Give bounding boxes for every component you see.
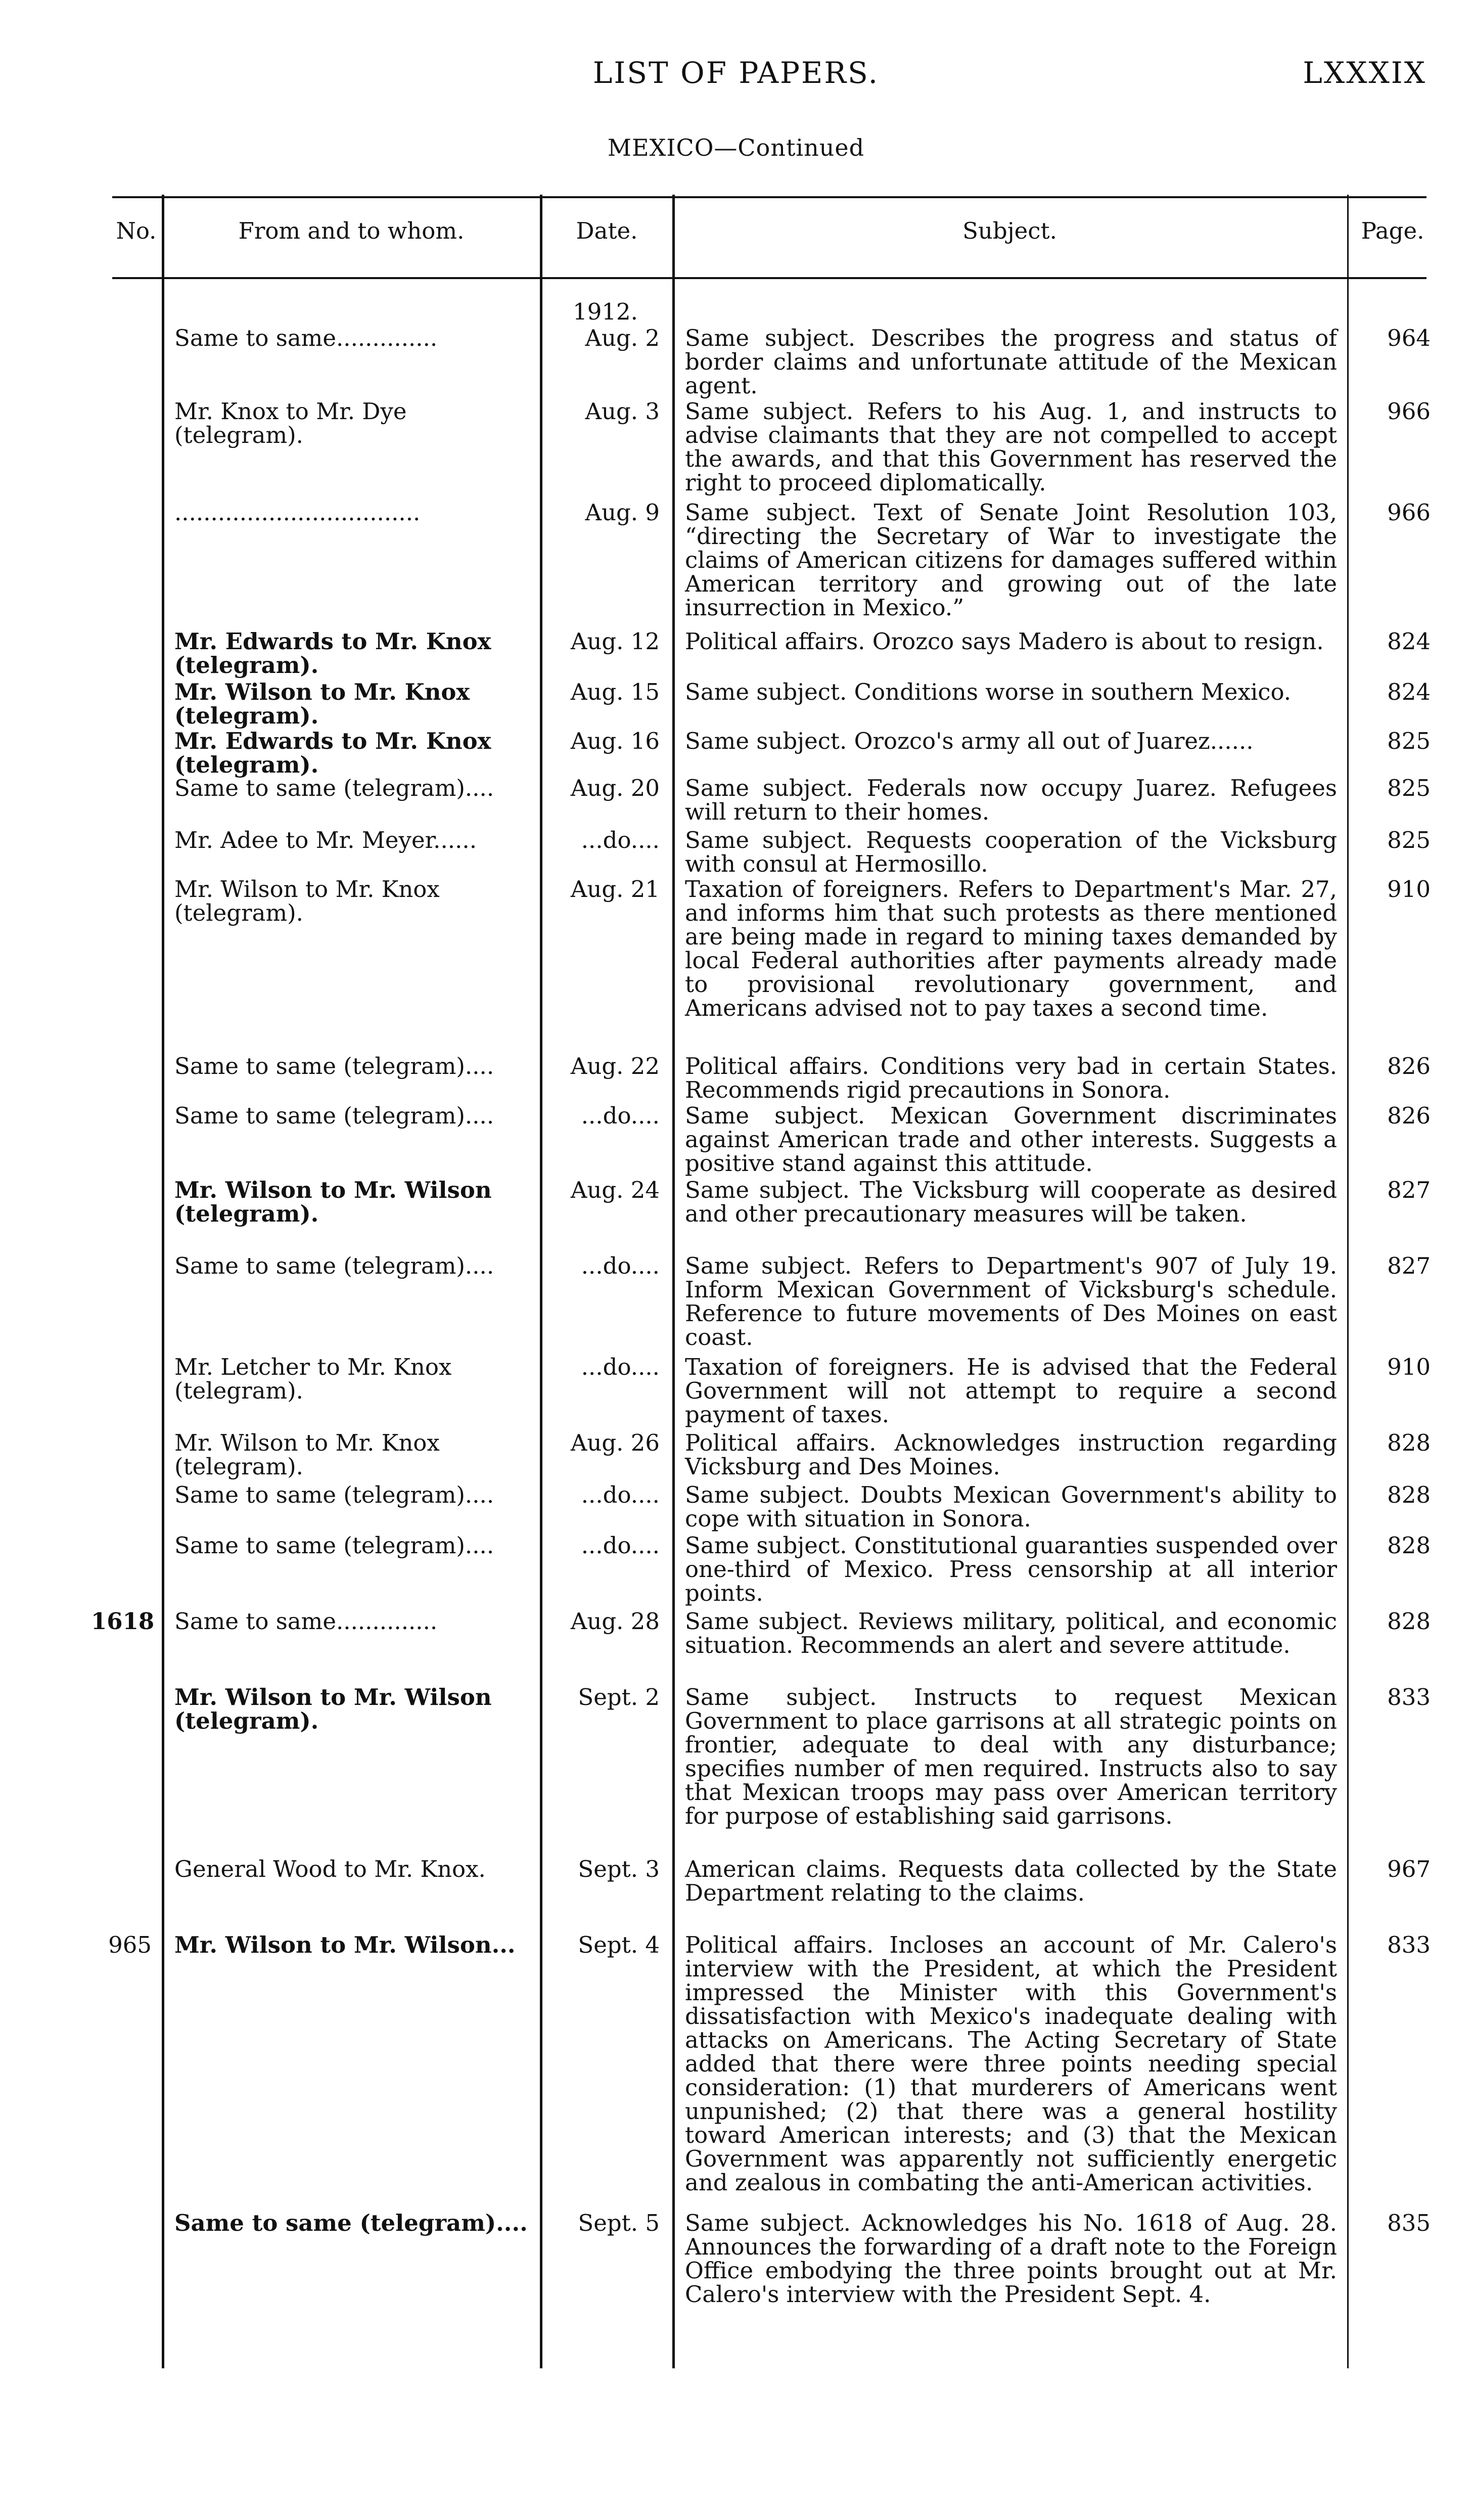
- row-from: ..................................: [174, 499, 421, 526]
- row-date: Aug. 20: [570, 775, 660, 801]
- row-subject: Same subject. Conditions worse in southern Mexico.: [685, 679, 1292, 705]
- row-date: ...do....: [581, 1252, 660, 1279]
- row-date: ...do....: [581, 1532, 660, 1559]
- row-page: 967: [1387, 1856, 1431, 1882]
- row-subject: Same subject. Text of Senate Joint Resolution 103, “directing the Secretary of War to investigate the claims of American citizens for damages suffered within American territory and growing out of the late insurrection in Mexico.”: [685, 499, 1337, 621]
- row-date: Aug. 22: [570, 1053, 660, 1079]
- section-heading: MEXICO—Continued: [607, 134, 865, 161]
- row-from: Same to same (telegram)....: [174, 1481, 494, 1508]
- row-page: 828: [1387, 1532, 1431, 1559]
- row-page: 824: [1387, 679, 1431, 705]
- row-date: ...do....: [581, 1481, 660, 1508]
- col-subject: Subject.: [962, 217, 1057, 244]
- row-page: 964: [1387, 325, 1431, 351]
- year-label: 1912.: [573, 298, 638, 325]
- col-no: No.: [116, 217, 157, 244]
- row-subject: Same subject. Doubts Mexican Government's ability to cope with situation in Sonora.: [685, 1481, 1337, 1532]
- row-from: Same to same (telegram)....: [174, 2210, 528, 2236]
- row-page: 966: [1387, 398, 1431, 425]
- row-number: 1618: [91, 1608, 155, 1635]
- row-page: 833: [1387, 1684, 1431, 1711]
- row-date: Aug. 26: [570, 1429, 660, 1456]
- row-page: 827: [1387, 1177, 1431, 1203]
- row-subject: Same subject. Constitutional guaranties suspended over one-third of Mexico. Press censorship at all interior points.: [685, 1532, 1337, 1606]
- row-from: Mr. Wilson to Mr. Knox (telegram).: [174, 679, 470, 729]
- row-page: 835: [1387, 2210, 1431, 2236]
- row-date: Aug. 28: [570, 1608, 660, 1635]
- header-bottom-rule: [112, 277, 1427, 279]
- row-from: Same to same (telegram)....: [174, 1053, 494, 1079]
- row-subject: Political affairs. Acknowledges instruction regarding Vicksburg and Des Moines.: [685, 1429, 1337, 1480]
- row-subject: Same subject. Mexican Government discriminates against American trade and other interests. Suggests a positive stand against this attitude.: [685, 1102, 1337, 1177]
- row-date: Sept. 2: [578, 1684, 660, 1711]
- page-title: LIST OF PAPERS.: [592, 56, 880, 90]
- row-date: Sept. 4: [578, 1931, 660, 1958]
- row-from: Same to same (telegram)....: [174, 1252, 494, 1279]
- col-date: Date.: [576, 217, 638, 244]
- row-from: Mr. Adee to Mr. Meyer......: [174, 827, 477, 853]
- row-page: 824: [1387, 628, 1431, 655]
- row-date: Aug. 2: [585, 325, 660, 351]
- row-page: 833: [1387, 1931, 1431, 1958]
- row-date: Aug. 16: [570, 728, 660, 754]
- row-from: Same to same (telegram)....: [174, 1532, 494, 1559]
- row-date: ...do....: [581, 1102, 660, 1129]
- row-page: 825: [1387, 728, 1431, 754]
- column-rule-1: [162, 195, 164, 2368]
- row-subject: Political affairs. Orozco says Madero is about to resign.: [685, 628, 1324, 655]
- row-from: Mr. Wilson to Mr. Knox (telegram).: [174, 1429, 440, 1480]
- row-page: 910: [1387, 1354, 1431, 1380]
- row-from: Mr. Wilson to Mr. Wilson (telegram).: [174, 1177, 492, 1227]
- row-subject: Same subject. Federals now occupy Juarez. Refugees will return to their homes.: [685, 775, 1337, 825]
- column-rule-2: [540, 195, 542, 2368]
- row-subject: Political affairs. Conditions very bad in certain States. Recommends rigid precautions in Sonora.: [685, 1053, 1337, 1103]
- row-page: 825: [1387, 775, 1431, 801]
- row-date: Aug. 15: [570, 679, 660, 705]
- row-subject: Taxation of foreigners. He is advised that the Federal Government will not attempt to require a second payment of taxes.: [685, 1354, 1337, 1428]
- row-page: 825: [1387, 827, 1431, 853]
- row-date: ...do....: [581, 827, 660, 853]
- row-number: 965: [108, 1931, 152, 1958]
- row-page: 826: [1387, 1102, 1431, 1129]
- row-subject: Same subject. Orozco's army all out of Juarez......: [685, 728, 1254, 754]
- row-date: ...do....: [581, 1354, 660, 1380]
- row-subject: Same subject. Requests cooperation of the Vicksburg with consul at Hermosillo.: [685, 827, 1337, 877]
- row-from: Mr. Edwards to Mr. Knox (telegram).: [174, 728, 491, 778]
- row-from: Same to same (telegram)....: [174, 775, 494, 801]
- column-rule-4: [1347, 195, 1349, 2368]
- row-page: 828: [1387, 1481, 1431, 1508]
- row-date: Sept. 3: [578, 1856, 660, 1882]
- row-date: Aug. 12: [570, 628, 660, 655]
- row-date: Aug. 3: [585, 398, 660, 425]
- row-subject: Same subject. Refers to Department's 907 of July 19. Inform Mexican Government of Vicksburg's schedule. Reference to future movements of Des Moines on east coast.: [685, 1252, 1337, 1351]
- page-number: LXXXIX: [1303, 56, 1427, 90]
- row-subject: Same subject. Acknowledges his No. 1618 of Aug. 28. Announces the forwarding of a draft note to the Foreign Office embodying the three points brought out at Mr. Calero's interview with the President Sept. 4.: [685, 2210, 1337, 2308]
- row-subject: Same subject. Instructs to request Mexican Government to place garrisons at all strategic points on frontier, adequate to deal with any disturbance; specifies number of men required. Instructs also to say that Mexican troops may pass over American territory for purpose of establishing said garrisons.: [685, 1684, 1337, 1829]
- row-page: 827: [1387, 1252, 1431, 1279]
- col-page: Page.: [1361, 217, 1424, 244]
- row-subject: American claims. Requests data collected by the State Department relating to the claims.: [685, 1856, 1337, 1906]
- row-from: Mr. Letcher to Mr. Knox (telegram).: [174, 1354, 452, 1404]
- row-from: Mr. Wilson to Mr. Knox (telegram).: [174, 876, 440, 926]
- row-page: 828: [1387, 1429, 1431, 1456]
- row-subject: Same subject. The Vicksburg will cooperate as desired and other precautionary measures will be taken.: [685, 1177, 1337, 1227]
- row-from: Same to same..............: [174, 325, 438, 351]
- row-from: Same to same..............: [174, 1608, 438, 1635]
- row-from: Mr. Wilson to Mr. Wilson (telegram).: [174, 1684, 492, 1734]
- row-from: Mr. Edwards to Mr. Knox (telegram).: [174, 628, 491, 679]
- row-page: 966: [1387, 499, 1431, 526]
- row-from: General Wood to Mr. Knox.: [174, 1856, 486, 1882]
- row-from: Mr. Wilson to Mr. Wilson...: [174, 1931, 516, 1958]
- row-from: Same to same (telegram)....: [174, 1102, 494, 1129]
- column-rule-3: [672, 195, 675, 2368]
- row-page: 826: [1387, 1053, 1431, 1079]
- row-subject: Taxation of foreigners. Refers to Department's Mar. 27, and informs him that such protests as there mentioned are being made in regard to mining taxes demanded by local Federal authorities after payments already made to provisional revolutionary government, and Americans advised not to pay taxes a second time.: [685, 876, 1337, 1021]
- table-top-rule: [112, 196, 1427, 198]
- row-from: Mr. Knox to Mr. Dye (telegram).: [174, 398, 407, 448]
- row-date: Aug. 21: [570, 876, 660, 903]
- row-page: 910: [1387, 876, 1431, 903]
- row-date: Aug. 24: [570, 1177, 660, 1203]
- row-date: Sept. 5: [578, 2210, 660, 2236]
- row-subject: Same subject. Refers to his Aug. 1, and instructs to advise claimants that they are not compelled to accept the awards, and that this Government has reserved the right to proceed diplomatically.: [685, 398, 1337, 496]
- col-from: From and to whom.: [238, 217, 465, 244]
- row-page: 828: [1387, 1608, 1431, 1635]
- row-subject: Same subject. Reviews military, political, and economic situation. Recommends an alert and severe attitude.: [685, 1608, 1337, 1658]
- row-date: Aug. 9: [585, 499, 660, 526]
- row-subject: Political affairs. Incloses an account of Mr. Calero's interview with the President, at which the President impressed the Minister with this Government's dissatisfaction with Mexico's inadequate dealing with attacks on Americans. The Acting Secretary of State added that there were three points needing special consideration: (1) that murderers of Americans went unpunished; (2) that there was a general hostility toward American interests; and (3) that the Mexican Government was apparently not sufficiently energetic and zealous in combating the anti-American activities.: [685, 1931, 1337, 2196]
- running-header: [0, 56, 1472, 96]
- row-subject: Same subject. Describes the progress and status of border claims and unfortunate attitude of the Mexican agent.: [685, 325, 1337, 399]
